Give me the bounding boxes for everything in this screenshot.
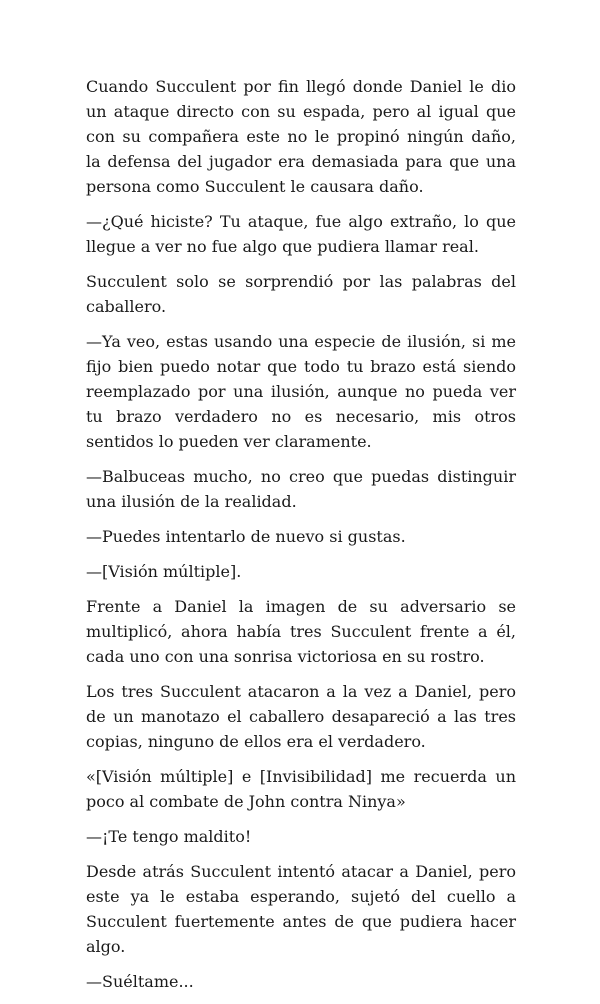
paragraph-3: Succulent solo se sorprendió por las palabras del caballero. — [86, 272, 516, 316]
paragraph-8: Frente a Daniel la imagen de su adversario se multiplicó, ahora había tres Succulent frente a él, cada uno con una sonrisa victoriosa en su rostro. — [86, 597, 516, 666]
paragraph-12: Desde atrás Succulent intentó atacar a Daniel, pero este ya le estaba esperando, sujetó del cuello a Succulent fuertemente antes de que pudiera hacer algo. — [86, 862, 516, 956]
paragraph-5: —Balbuceas mucho, no creo que puedas distinguir una ilusión de la realidad. — [86, 467, 516, 511]
book-page — [86, 74, 516, 1004]
paragraph-4: —Ya veo, estas usando una especie de ilusión, si me fijo bien puedo notar que todo tu brazo está siendo reemplazado por una ilusión, aunque no pueda ver tu brazo verdadero no es necesario, mis otros sentidos lo pueden ver claramente. — [86, 332, 516, 451]
paragraph-1: Cuando Succulent por fin llegó donde Daniel le dio un ataque directo con su espada, pero al igual que con su compañera este no le propinó ningún daño, la defensa del jugador era demasiada para que una persona como Succulent le causara daño. — [86, 77, 516, 196]
paragraph-2: —¿Qué hiciste? Tu ataque, fue algo extraño, lo que llegue a ver no fue algo que pudiera llamar real. — [86, 212, 516, 256]
paragraph-9: Los tres Succulent atacaron a la vez a Daniel, pero de un manotazo el caballero desapareció a las tres copias, ninguno de ellos era el verdadero. — [86, 682, 516, 751]
paragraph-10: «[Visión múltiple] e [Invisibilidad] me recuerda un poco al combate de John contra Ninya» — [86, 767, 516, 811]
paragraph-7: —[Visión múltiple]. — [86, 562, 242, 581]
paragraph-6: —Puedes intentarlo de nuevo si gustas. — [86, 527, 406, 546]
paragraph-13: —Suéltame... — [86, 972, 194, 991]
paragraph-11: —¡Te tengo maldito! — [86, 827, 252, 846]
